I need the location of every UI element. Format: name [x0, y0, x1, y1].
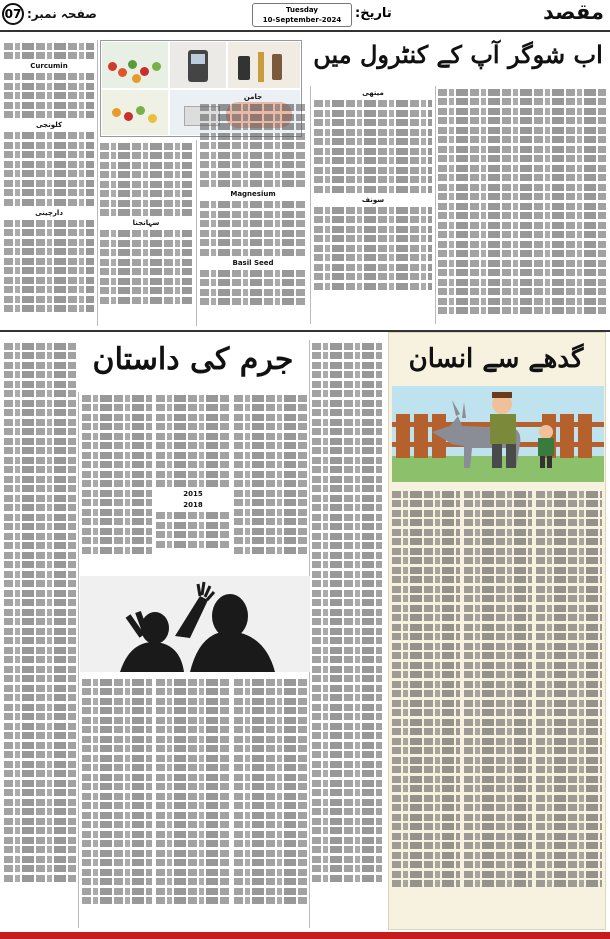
- basil-seed-term: Basil Seed: [232, 258, 274, 267]
- page-number-label: صفحہ نمبر:: [27, 7, 97, 21]
- vegetables-photo: [101, 41, 169, 89]
- crime-col-5: [312, 340, 382, 928]
- year-2018: 2018: [183, 501, 203, 509]
- crime-story-title: جرم کی داستان: [92, 342, 294, 377]
- cartoon-graphic: [392, 386, 604, 482]
- crime-col-2: [82, 392, 152, 572]
- crime-col-3b: [156, 676, 230, 928]
- subhead: میتھی: [362, 89, 384, 97]
- sugar-col-5: [4, 40, 94, 326]
- crime-col-4b: [234, 676, 308, 928]
- crime-col-4: [234, 392, 308, 572]
- donkey-cartoon-image: [392, 386, 604, 482]
- column-rule: [310, 86, 311, 324]
- subhead: سونف: [361, 195, 385, 204]
- donkey-col-1: [392, 488, 460, 926]
- page-header: [0, 0, 610, 30]
- crime-col-3: [156, 392, 230, 572]
- page-number-block: [2, 3, 97, 25]
- sugar-col-2: [314, 86, 432, 326]
- column-rule: [196, 140, 197, 326]
- curcumin-term: Curcumin: [30, 62, 68, 70]
- crime-col-1: [4, 340, 76, 928]
- sugar-col-3: [200, 90, 306, 326]
- insulin-kit-photo: [227, 41, 301, 89]
- subhead: کلونجی: [35, 121, 63, 129]
- crime-silhouette-image: [80, 576, 310, 672]
- year-2015: 2015: [183, 490, 203, 498]
- footer-color-bar: [0, 932, 610, 939]
- date-label: تاریخ:: [355, 6, 392, 21]
- donkey-story-title: گدھے سے انسان: [408, 344, 584, 374]
- column-rule: [435, 86, 436, 324]
- sugar-article-title: اب شوگر آپ کے کنٹرول میں: [313, 40, 603, 69]
- date-day: Tuesday: [286, 6, 318, 14]
- glucose-meter-photo: [169, 41, 227, 89]
- donkey-col-2: [464, 488, 532, 926]
- crime-col-2b: [82, 676, 152, 928]
- column-rule: [78, 392, 79, 928]
- silhouette-graphic: [80, 576, 310, 672]
- subhead: دارچینی: [35, 208, 63, 217]
- subhead: جامن: [243, 93, 263, 101]
- fruit-plate-photo: [101, 89, 169, 136]
- page-number: 07: [2, 3, 24, 25]
- subhead: سہانجنا: [132, 219, 160, 227]
- newspaper-logo: مقصد: [543, 0, 604, 24]
- sugar-col-4: [100, 140, 192, 326]
- sugar-col-1: [438, 86, 606, 326]
- magnesium-term: Magnesium: [230, 190, 276, 198]
- column-rule: [97, 40, 98, 326]
- date-box: [252, 3, 352, 27]
- date-full: 10-September-2024: [262, 16, 342, 24]
- donkey-col-3: [536, 488, 602, 926]
